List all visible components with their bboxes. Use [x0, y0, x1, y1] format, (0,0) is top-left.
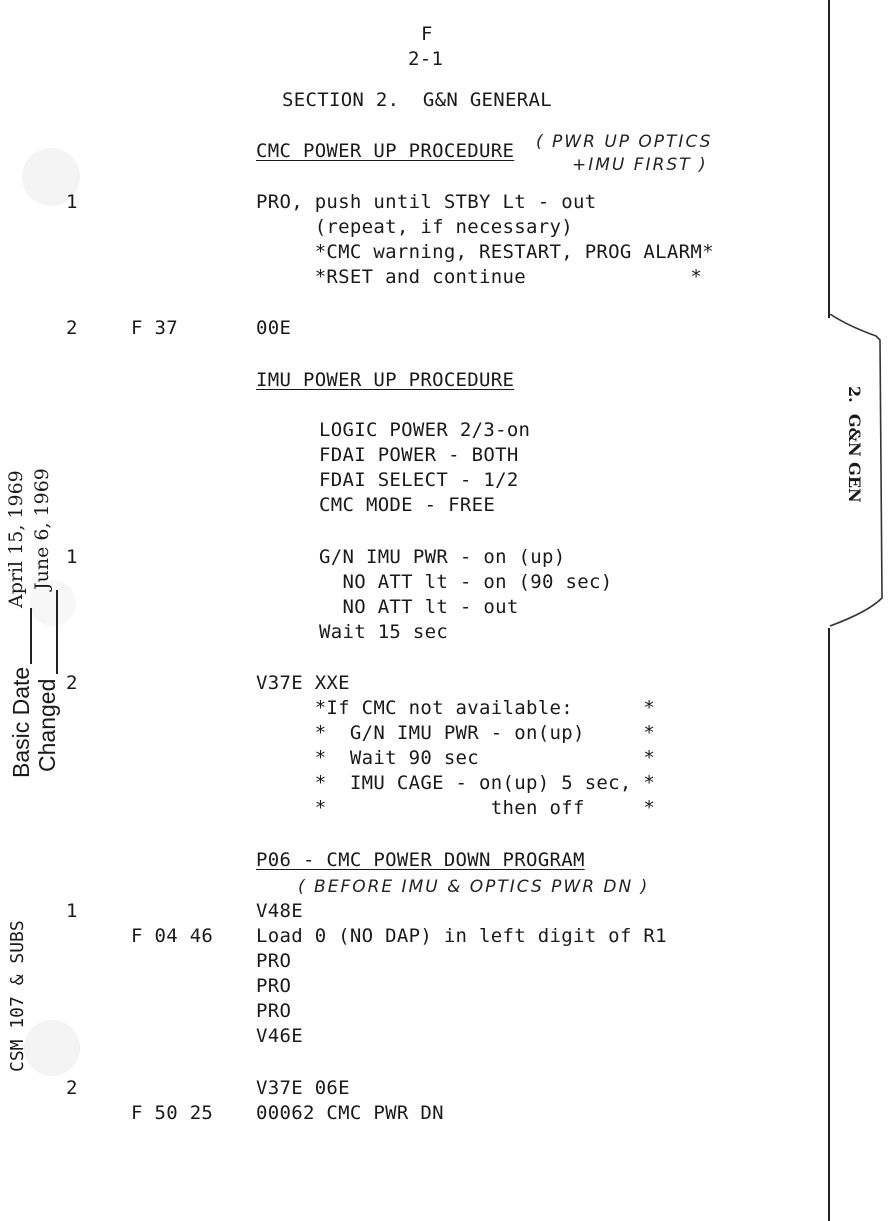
- imu-power-up-title: IMU POWER UP PROCEDURE: [256, 369, 515, 391]
- handnote-imu-first: +IMU FIRST ): [572, 155, 708, 175]
- imu-setup-line: LOGIC POWER 2/3-on: [319, 419, 531, 441]
- imu-step2-line: * then off *: [256, 797, 656, 819]
- handnote-before-imu-optics-pwr-dn: ( BEFORE IMU & OPTICS PWR DN ): [298, 877, 650, 897]
- punch-hole-bottom: [24, 1020, 80, 1076]
- imu-step2-line: * Wait 90 sec *: [256, 747, 656, 769]
- page-number: 2-1: [408, 48, 444, 70]
- cmc-step1-number: 1: [66, 191, 78, 213]
- p06-step1-number: 1: [66, 900, 78, 922]
- cmc-step1-line: PRO, push until STBY Lt - out: [256, 191, 597, 213]
- imu-setup-line: CMC MODE - FREE: [319, 494, 496, 516]
- changed-date-value: June 6, 1969: [31, 468, 53, 590]
- imu-setup-line: FDAI POWER - BOTH: [319, 444, 519, 466]
- page-edge-rule-upper: [828, 0, 830, 318]
- section-title: SECTION 2. G&N GENERAL: [282, 89, 552, 111]
- p06-title: P06 - CMC POWER DOWN PROGRAM: [256, 849, 585, 871]
- p06-step1-line: V46E: [256, 1025, 303, 1047]
- p06-step1-line: PRO: [256, 975, 292, 997]
- imu-step2-line: * G/N IMU PWR - on(up) *: [256, 722, 656, 744]
- imu-step2-number: 2: [66, 672, 78, 694]
- p06-step2-line: V37E 06E: [256, 1077, 350, 1099]
- imu-step1-line: NO ATT lt - out: [319, 596, 519, 618]
- basic-date-label: Basic Date: [8, 666, 34, 778]
- p06-step1-line: V48E: [256, 900, 303, 922]
- vehicle-applicability: CSM 107 & SUBS: [7, 920, 28, 1072]
- cmc-step1-line: *CMC warning, RESTART, PROG ALARM*: [256, 241, 714, 263]
- p06-step1-line: PRO: [256, 1000, 292, 1022]
- p06-step2-code: F 50 25: [131, 1102, 214, 1124]
- p06-step1-line: Load 0 (NO DAP) in left digit of R1: [256, 925, 667, 947]
- p06-step2-number: 2: [66, 1077, 78, 1099]
- basic-date-rule: [30, 608, 32, 664]
- section-tab-label: 2. G&N GEN: [845, 386, 864, 503]
- page-letter: F: [421, 23, 433, 45]
- changed-label: Changed: [34, 678, 60, 772]
- imu-step1-line: Wait 15 sec: [319, 621, 449, 643]
- cmc-step2-code: F 37: [131, 317, 178, 339]
- imu-step2-line: *If CMC not available: *: [256, 697, 656, 719]
- imu-step1-number: 1: [66, 546, 78, 568]
- changed-date-rule: [56, 590, 58, 674]
- handnote-power-up-optics: ( PWR UP OPTICS: [536, 132, 713, 152]
- p06-step2-line: 00062 CMC PWR DN: [256, 1102, 444, 1124]
- cmc-step1-line: (repeat, if necessary): [256, 216, 573, 238]
- basic-date-value: April 15, 1969: [5, 470, 27, 608]
- cmc-step2-number: 2: [66, 317, 78, 339]
- p06-step1-line: PRO: [256, 950, 292, 972]
- cmc-step2-text: 00E: [256, 317, 292, 339]
- p06-step1-code: F 04 46: [131, 925, 214, 947]
- page-edge-rule-lower: [828, 628, 830, 1221]
- imu-step1-line: G/N IMU PWR - on (up): [319, 546, 566, 568]
- imu-step1-line: NO ATT lt - on (90 sec): [319, 571, 613, 593]
- cmc-power-up-title: CMC POWER UP PROCEDURE: [256, 140, 515, 162]
- cmc-step1-line: *RSET and continue *: [256, 266, 703, 288]
- imu-step2-line: * IMU CAGE - on(up) 5 sec, *: [256, 772, 656, 794]
- imu-step2-line: V37E XXE: [256, 672, 350, 694]
- imu-setup-line: FDAI SELECT - 1/2: [319, 469, 519, 491]
